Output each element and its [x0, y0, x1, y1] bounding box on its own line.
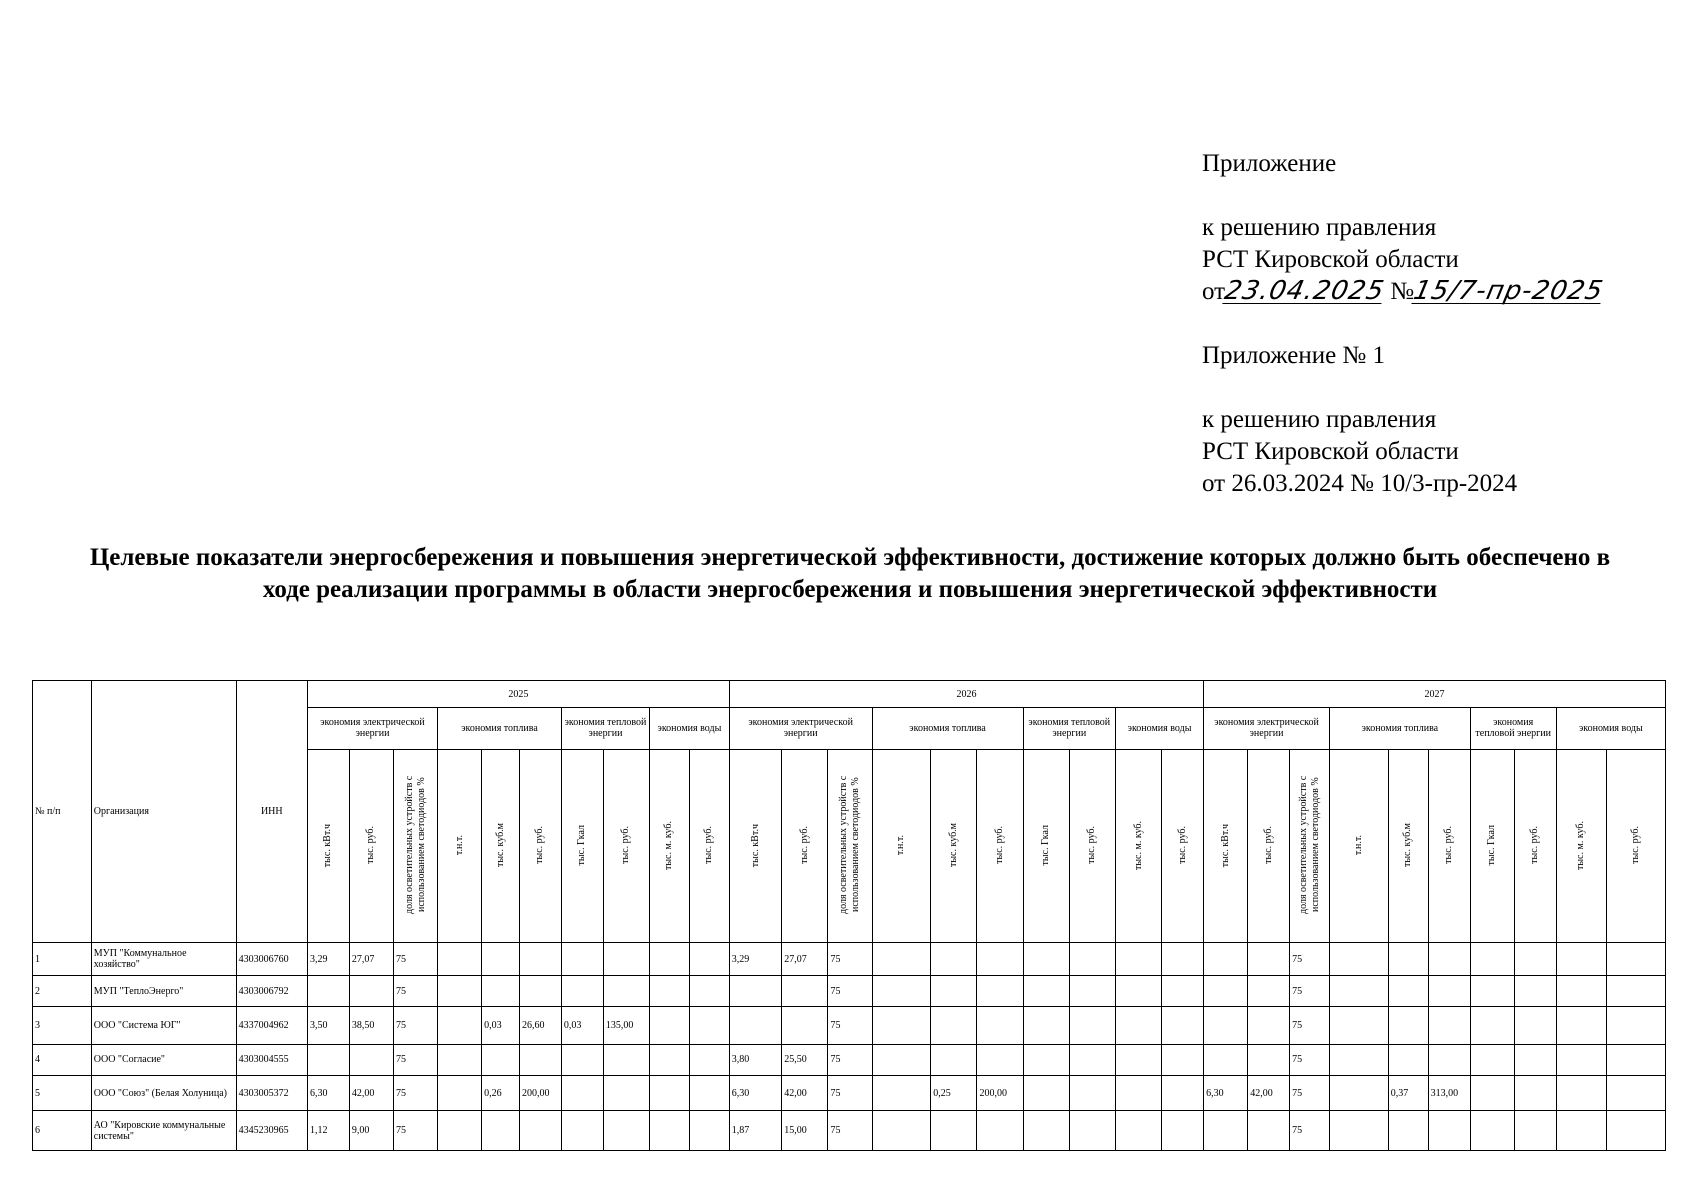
unit-header [1514, 749, 1556, 942]
value-cell [1607, 1007, 1666, 1044]
row-number: 5 [33, 1076, 92, 1111]
value-cell [1162, 1111, 1204, 1151]
value-cell [977, 1044, 1023, 1075]
unit-label: тыс. руб. [1529, 826, 1541, 865]
appendix-block [1202, 148, 1607, 500]
value-cell [931, 943, 977, 976]
unit-label: тыс. м. куб. [663, 820, 675, 870]
value-cell: 135,00 [603, 1007, 649, 1044]
inn-value: 4303004555 [236, 1044, 307, 1075]
value-cell [1023, 943, 1069, 976]
value-cell [977, 976, 1023, 1007]
value-cell: 75 [394, 976, 438, 1007]
value-cell: 42,00 [349, 1076, 393, 1111]
organization-name: МУП "ТеплоЭнерго" [91, 976, 236, 1007]
indicators-table [32, 680, 1666, 1151]
unit-label: доля осветительных устройств с использованием светодиодов % [837, 776, 861, 915]
unit-label: доля осветительных устройств с использованием светодиодов % [403, 776, 427, 915]
value-cell: 75 [1290, 1111, 1330, 1151]
value-cell [689, 1044, 729, 1075]
value-cell [603, 1044, 649, 1075]
unit-label: тыс. руб. [703, 826, 715, 865]
unit-header [1069, 749, 1115, 942]
value-cell [729, 976, 781, 1007]
unit-label: тыс. Гкал [1486, 825, 1498, 866]
value-cell: 0,03 [482, 1007, 520, 1044]
unit-label: тыс. куб.м [1402, 823, 1414, 868]
value-cell [782, 976, 828, 1007]
value-cell [872, 1007, 931, 1044]
unit-label: тыс. руб. [1443, 826, 1455, 865]
unit-header [1023, 749, 1069, 942]
value-cell [1388, 1044, 1428, 1075]
value-cell: 75 [1290, 1007, 1330, 1044]
value-cell: 75 [1290, 943, 1330, 976]
value-cell [307, 976, 349, 1007]
inn-value: 4303005372 [236, 1076, 307, 1111]
year-header: 2025 [307, 681, 729, 708]
group-header-electricity: экономия электрической энергии [307, 708, 437, 750]
date-number-line-2: от 26.03.2024 № 10/3-пр-2024 [1202, 470, 1518, 497]
value-cell: 0,37 [1388, 1076, 1428, 1111]
value-cell [1470, 1044, 1514, 1075]
value-cell: 75 [828, 1111, 872, 1151]
unit-label: тыс. руб. [1086, 826, 1098, 865]
value-cell: 75 [394, 1044, 438, 1075]
value-cell [1388, 1111, 1428, 1151]
unit-header [561, 749, 603, 942]
date-prefix: от [1202, 278, 1226, 305]
value-cell [482, 976, 520, 1007]
table-row [33, 1076, 1666, 1111]
value-cell [1428, 1111, 1470, 1151]
value-cell [1204, 943, 1248, 976]
unit-header [872, 749, 931, 942]
year-header: 2027 [1204, 681, 1666, 708]
unit-label: тыс. м. куб. [1575, 820, 1587, 870]
value-cell: 25,50 [782, 1044, 828, 1075]
unit-label: тыс. руб. [534, 826, 546, 865]
value-cell [603, 1111, 649, 1151]
handwritten-number: 15/7-пр-2025 [1411, 276, 1607, 306]
unit-label: т.н.т. [1352, 835, 1364, 856]
group-header-heat: экономия тепловой энергии [561, 708, 649, 750]
unit-header [931, 749, 977, 942]
value-cell [650, 1007, 690, 1044]
value-cell [1428, 1044, 1470, 1075]
value-cell [1023, 1044, 1069, 1075]
value-cell: 42,00 [1248, 1076, 1290, 1111]
value-cell [689, 1007, 729, 1044]
table-row [33, 1111, 1666, 1151]
value-cell [977, 1111, 1023, 1151]
decision-line: к решению правления [1202, 214, 1437, 241]
decision-line-2: к решению правления [1202, 406, 1437, 433]
value-cell [1514, 1076, 1556, 1111]
organization-name: АО "Кировские коммунальные системы" [91, 1111, 236, 1151]
value-cell: 38,50 [349, 1007, 393, 1044]
value-cell [438, 1007, 482, 1044]
value-cell [1388, 1007, 1428, 1044]
authority-line: РСТ Кировской области [1202, 246, 1459, 273]
unit-header [1428, 749, 1470, 942]
value-cell: 75 [828, 1076, 872, 1111]
value-cell: 3,80 [729, 1044, 781, 1075]
group-header-fuel: экономия топлива [1330, 708, 1471, 750]
value-cell [1514, 1111, 1556, 1151]
row-number: 2 [33, 976, 92, 1007]
value-cell [519, 943, 561, 976]
unit-header [828, 749, 872, 942]
unit-label: тыс. Гкал [576, 825, 588, 866]
value-cell [561, 1044, 603, 1075]
header-row-years [33, 681, 1666, 708]
row-number: 6 [33, 1111, 92, 1151]
value-cell [689, 1076, 729, 1111]
group-header-water: экономия воды [1556, 708, 1665, 750]
value-cell: 75 [828, 1007, 872, 1044]
value-cell [603, 943, 649, 976]
value-cell [931, 1111, 977, 1151]
unit-header [1556, 749, 1606, 942]
value-cell [1023, 1007, 1069, 1044]
value-cell [1388, 976, 1428, 1007]
value-cell [931, 1007, 977, 1044]
document-title: Целевые показатели энергосбережения и повышения энергетической эффективности, достижение которых должно быть обеспечено в ходе реализации программы в области энергосбережения и повышения энергетической эффективности [89, 544, 1611, 603]
group-header-electricity: экономия электрической энергии [729, 708, 872, 750]
unit-label: тыс. кВт.ч [749, 823, 761, 867]
unit-label: т.н.т. [453, 835, 465, 856]
value-cell: 6,30 [729, 1076, 781, 1111]
unit-label: тыс. руб. [365, 826, 377, 865]
value-cell: 75 [828, 976, 872, 1007]
value-cell [1069, 976, 1115, 1007]
inn-value: 4337004962 [236, 1007, 307, 1044]
unit-label: тыс. руб. [1176, 826, 1188, 865]
value-cell [519, 1111, 561, 1151]
table-row [33, 943, 1666, 976]
value-cell: 3,50 [307, 1007, 349, 1044]
value-cell [931, 1044, 977, 1075]
unit-header [394, 749, 438, 942]
value-cell: 75 [1290, 1076, 1330, 1111]
value-cell [1556, 1044, 1606, 1075]
value-cell: 75 [394, 1111, 438, 1151]
value-cell [1115, 1111, 1161, 1151]
value-cell [349, 976, 393, 1007]
value-cell: 1,12 [307, 1111, 349, 1151]
value-cell [689, 943, 729, 976]
row-number: 3 [33, 1007, 92, 1044]
value-cell [1388, 943, 1428, 976]
value-cell: 26,60 [519, 1007, 561, 1044]
value-cell [1023, 1076, 1069, 1111]
value-cell [1514, 1007, 1556, 1044]
row-number: 1 [33, 943, 92, 976]
unit-label: тыс. Гкал [1040, 825, 1052, 866]
value-cell: 75 [828, 1044, 872, 1075]
value-cell [1162, 976, 1204, 1007]
handwritten-date: 23.04.2025 [1222, 276, 1388, 306]
value-cell: 27,07 [349, 943, 393, 976]
value-cell [1162, 1007, 1204, 1044]
value-cell [1330, 1044, 1389, 1075]
value-cell: 313,00 [1428, 1076, 1470, 1111]
value-cell [782, 1007, 828, 1044]
table-row [33, 1007, 1666, 1044]
unit-header [729, 749, 781, 942]
value-cell [603, 976, 649, 1007]
value-cell [1023, 1111, 1069, 1151]
value-cell [650, 1076, 690, 1111]
value-cell [1248, 976, 1290, 1007]
unit-header [307, 749, 349, 942]
value-cell [977, 943, 1023, 976]
unit-header [1115, 749, 1161, 942]
value-cell: 75 [394, 1007, 438, 1044]
value-cell [1556, 1076, 1606, 1111]
unit-label: доля осветительных устройств с использованием светодиодов % [1297, 776, 1321, 915]
value-cell [561, 1076, 603, 1111]
value-cell [1204, 1111, 1248, 1151]
value-cell: 15,00 [782, 1111, 828, 1151]
value-cell [1607, 1111, 1666, 1151]
value-cell [1470, 943, 1514, 976]
group-header-fuel: экономия топлива [438, 708, 562, 750]
value-cell [307, 1044, 349, 1075]
value-cell [650, 1111, 690, 1151]
unit-label: т.н.т. [895, 835, 907, 856]
value-cell [1248, 943, 1290, 976]
unit-header [603, 749, 649, 942]
group-header-water: экономия воды [650, 708, 730, 750]
value-cell [1607, 1044, 1666, 1075]
value-cell: 6,30 [1204, 1076, 1248, 1111]
unit-header [689, 749, 729, 942]
year-header: 2026 [729, 681, 1203, 708]
value-cell [872, 943, 931, 976]
value-cell [561, 976, 603, 1007]
group-header-heat: экономия тепловой энергии [1470, 708, 1556, 750]
value-cell [1470, 1076, 1514, 1111]
value-cell [1470, 1111, 1514, 1151]
unit-label: тыс. руб. [620, 826, 632, 865]
value-cell [482, 943, 520, 976]
value-cell [1556, 1111, 1606, 1151]
value-cell [1514, 1044, 1556, 1075]
number-sign: № [1390, 278, 1415, 305]
row-number: 4 [33, 1044, 92, 1075]
inn-value: 4345230965 [236, 1111, 307, 1151]
value-cell [1556, 1007, 1606, 1044]
value-cell [1330, 1111, 1389, 1151]
unit-label: тыс. руб. [994, 826, 1006, 865]
value-cell [1069, 943, 1115, 976]
inn-value: 4303006760 [236, 943, 307, 976]
value-cell: 1,87 [729, 1111, 781, 1151]
value-cell [1514, 943, 1556, 976]
value-cell [1330, 943, 1389, 976]
table-row [33, 1044, 1666, 1075]
value-cell [438, 976, 482, 1007]
value-cell [1204, 1007, 1248, 1044]
appendix-label: Приложение [1202, 150, 1337, 177]
unit-label: тыс. руб. [1262, 826, 1274, 865]
value-cell: 3,29 [729, 943, 781, 976]
value-cell [650, 943, 690, 976]
col-header-organization: Организация [91, 681, 236, 943]
value-cell: 75 [394, 1076, 438, 1111]
value-cell [1248, 1044, 1290, 1075]
value-cell [519, 1044, 561, 1075]
inn-value: 4303006792 [236, 976, 307, 1007]
value-cell [438, 943, 482, 976]
value-cell [1115, 1044, 1161, 1075]
value-cell [1023, 976, 1069, 1007]
unit-header [1290, 749, 1330, 942]
value-cell [1162, 1076, 1204, 1111]
date-number-line [1202, 276, 1607, 308]
unit-label: тыс. куб.м [947, 823, 959, 868]
value-cell [1204, 976, 1248, 1007]
value-cell [603, 1076, 649, 1111]
value-cell [1607, 943, 1666, 976]
unit-header [977, 749, 1023, 942]
value-cell [438, 1044, 482, 1075]
value-cell [519, 976, 561, 1007]
value-cell [872, 1076, 931, 1111]
col-header-no: № п/п [33, 681, 92, 943]
value-cell [1248, 1007, 1290, 1044]
value-cell [872, 976, 931, 1007]
value-cell [729, 1007, 781, 1044]
value-cell: 75 [1290, 976, 1330, 1007]
unit-label: тыс. руб. [798, 826, 810, 865]
value-cell [1069, 1007, 1115, 1044]
value-cell: 0,03 [561, 1007, 603, 1044]
value-cell: 200,00 [519, 1076, 561, 1111]
unit-header [1330, 749, 1389, 942]
value-cell [931, 976, 977, 1007]
value-cell [1204, 1044, 1248, 1075]
value-cell [561, 943, 603, 976]
value-cell [1330, 976, 1389, 1007]
value-cell [482, 1044, 520, 1075]
col-header-inn: ИНН [236, 681, 307, 943]
unit-header [519, 749, 561, 942]
unit-header [1388, 749, 1428, 942]
value-cell: 3,29 [307, 943, 349, 976]
value-cell [689, 976, 729, 1007]
organization-name: МУП "Коммунальное хозяйство" [91, 943, 236, 976]
value-cell [1470, 976, 1514, 1007]
value-cell [1162, 1044, 1204, 1075]
unit-header [349, 749, 393, 942]
value-cell [1514, 976, 1556, 1007]
value-cell: 0,26 [482, 1076, 520, 1111]
value-cell [1428, 1007, 1470, 1044]
table-row [33, 976, 1666, 1007]
group-header-heat: экономия тепловой энергии [1023, 708, 1115, 750]
value-cell [1330, 1076, 1389, 1111]
group-header-fuel: экономия топлива [872, 708, 1023, 750]
value-cell [1607, 1076, 1666, 1111]
appendix-1-label: Приложение № 1 [1202, 342, 1386, 369]
value-cell [1556, 943, 1606, 976]
authority-line-2: РСТ Кировской области [1202, 438, 1459, 465]
group-header-water: экономия воды [1115, 708, 1203, 750]
value-cell [1162, 943, 1204, 976]
value-cell: 6,30 [307, 1076, 349, 1111]
value-cell [1069, 1044, 1115, 1075]
value-cell: 0,25 [931, 1076, 977, 1111]
group-header-electricity: экономия электрической энергии [1204, 708, 1330, 750]
value-cell [872, 1044, 931, 1075]
value-cell [650, 1044, 690, 1075]
value-cell [349, 1044, 393, 1075]
organization-name: ООО "Союз" (Белая Холуница) [91, 1076, 236, 1111]
unit-header [1607, 749, 1666, 942]
value-cell [1428, 943, 1470, 976]
unit-label: тыс. кВт.ч [322, 823, 334, 867]
value-cell [1115, 1076, 1161, 1111]
value-cell [1607, 976, 1666, 1007]
unit-header [1204, 749, 1248, 942]
value-cell: 200,00 [977, 1076, 1023, 1111]
value-cell [650, 976, 690, 1007]
value-cell [438, 1076, 482, 1111]
value-cell: 75 [1290, 1044, 1330, 1075]
value-cell: 75 [828, 943, 872, 976]
value-cell [1115, 1007, 1161, 1044]
value-cell [689, 1111, 729, 1151]
unit-header [1470, 749, 1514, 942]
value-cell [561, 1111, 603, 1151]
unit-header [438, 749, 482, 942]
value-cell [438, 1111, 482, 1151]
unit-header [650, 749, 690, 942]
unit-header [782, 749, 828, 942]
unit-label: тыс. руб. [1630, 826, 1642, 865]
value-cell [1248, 1111, 1290, 1151]
unit-label: тыс. куб.м [494, 823, 506, 868]
value-cell [1115, 976, 1161, 1007]
value-cell [1115, 943, 1161, 976]
value-cell: 9,00 [349, 1111, 393, 1151]
value-cell [1470, 1007, 1514, 1044]
value-cell [1069, 1111, 1115, 1151]
value-cell [872, 1111, 931, 1151]
value-cell: 75 [394, 943, 438, 976]
value-cell: 27,07 [782, 943, 828, 976]
unit-label: тыс. кВт.ч [1219, 823, 1231, 867]
organization-name: ООО "Согласие" [91, 1044, 236, 1075]
value-cell [482, 1111, 520, 1151]
value-cell [1428, 976, 1470, 1007]
unit-header [1162, 749, 1204, 942]
unit-header [482, 749, 520, 942]
value-cell [1556, 976, 1606, 1007]
value-cell [977, 1007, 1023, 1044]
unit-label: тыс. м. куб. [1132, 820, 1144, 870]
value-cell [1330, 1007, 1389, 1044]
value-cell: 42,00 [782, 1076, 828, 1111]
unit-header [1248, 749, 1290, 942]
value-cell [1069, 1076, 1115, 1111]
organization-name: ООО "Система ЮГ" [91, 1007, 236, 1044]
